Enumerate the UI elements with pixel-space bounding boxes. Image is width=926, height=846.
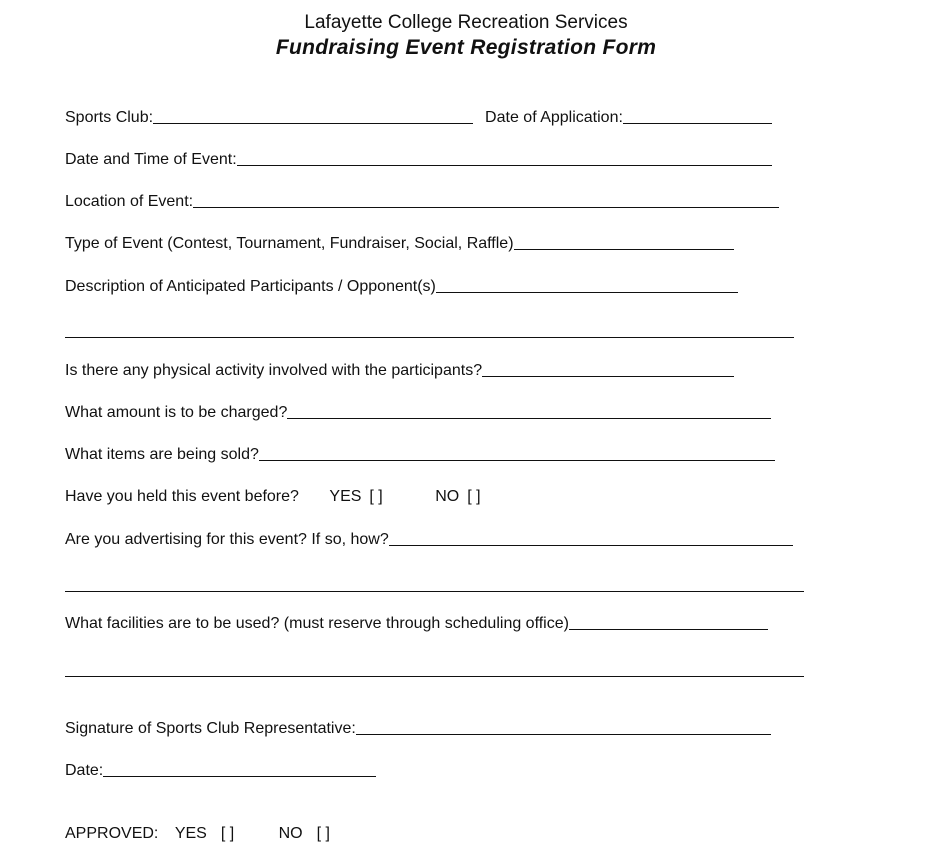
description-continuation-line[interactable] — [65, 336, 794, 338]
amount-row — [65, 403, 771, 425]
signature-label: Signature of Sports Club Representative: — [65, 720, 356, 737]
physical-activity-field[interactable] — [482, 362, 734, 377]
date-of-application-field[interactable] — [623, 109, 772, 124]
location-label: Location of Event: — [65, 193, 194, 210]
organization-name: Lafayette College Recreation Services — [304, 12, 628, 33]
sports-club-row — [65, 108, 772, 130]
description-label: Description of Anticipated Participants / Opponent(s) — [65, 278, 436, 295]
held-before-no-label: NO — [435, 488, 460, 505]
held-before-no-option[interactable] — [435, 487, 480, 507]
date-time-row — [65, 150, 772, 172]
facilities-row — [65, 614, 768, 636]
date-time-field[interactable] — [237, 151, 772, 166]
held-before-label: Have you held this event before? — [65, 488, 299, 505]
signature-row — [65, 719, 771, 741]
held-before-yes-option[interactable] — [329, 487, 382, 507]
date-field[interactable] — [103, 762, 376, 777]
facilities-continuation-line[interactable] — [65, 675, 804, 677]
approved-yes-option[interactable] — [175, 824, 234, 844]
items-field[interactable] — [259, 446, 775, 461]
physical-activity-label: Is there any physical activity involved with the participants? — [65, 362, 483, 379]
sports-club-field[interactable] — [153, 109, 473, 124]
physical-activity-row — [65, 361, 734, 383]
location-row — [65, 192, 779, 214]
location-field[interactable] — [193, 193, 779, 208]
description-field[interactable] — [436, 278, 738, 293]
held-before-yes-checkbox[interactable]: [ ] — [369, 488, 383, 505]
approved-label: APPROVED: — [65, 825, 159, 842]
approved-yes-label: YES — [174, 825, 207, 842]
held-before-no-checkbox[interactable]: [ ] — [467, 488, 481, 505]
sports-club-label: Sports Club: — [65, 109, 154, 126]
items-label: What items are being sold? — [65, 446, 259, 463]
approved-no-option[interactable] — [279, 824, 330, 844]
approved-yes-checkbox[interactable]: [ ] — [220, 825, 235, 842]
description-row — [65, 277, 738, 299]
facilities-label: What facilities are to be used? (must reserve through scheduling office) — [65, 615, 569, 632]
facilities-field[interactable] — [569, 615, 768, 630]
signature-field[interactable] — [356, 720, 771, 735]
items-row — [65, 445, 775, 467]
type-field[interactable] — [514, 235, 734, 250]
advertising-continuation-line[interactable] — [65, 590, 804, 592]
date-label: Date: — [65, 762, 104, 779]
amount-field[interactable] — [287, 404, 771, 419]
approved-no-checkbox[interactable]: [ ] — [316, 825, 330, 842]
approved-row — [65, 824, 330, 846]
type-label: Type of Event (Contest, Tournament, Fundraiser, Social, Raffle) — [65, 235, 514, 252]
date-row — [65, 761, 376, 783]
held-before-row — [65, 487, 481, 509]
advertising-field[interactable] — [389, 531, 793, 546]
approved-no-label: NO — [278, 825, 303, 842]
amount-label: What amount is to be charged? — [65, 404, 288, 421]
form-title: Fundraising Event Registration Form — [275, 36, 657, 59]
held-before-yes-label: YES — [329, 488, 362, 505]
date-of-application-label: Date of Application: — [485, 109, 623, 126]
type-row — [65, 234, 734, 256]
date-time-label: Date and Time of Event: — [65, 151, 237, 168]
advertising-row — [65, 530, 793, 552]
advertising-label: Are you advertising for this event? If so, how? — [65, 531, 389, 548]
